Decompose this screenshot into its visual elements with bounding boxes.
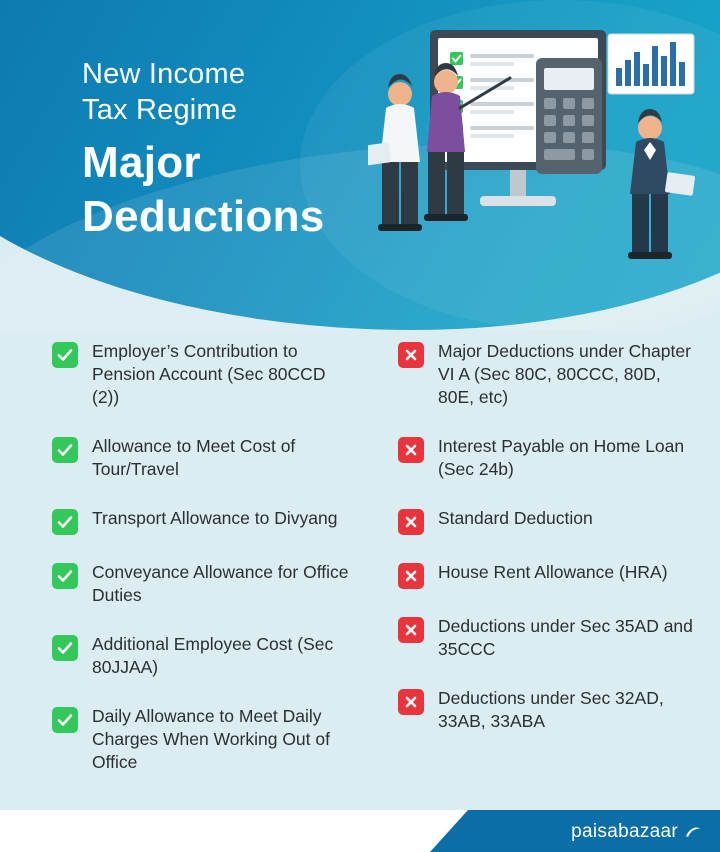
footer [0, 810, 720, 852]
brand-logo[interactable] [571, 821, 702, 843]
list-item [52, 340, 352, 409]
list-item [52, 633, 352, 679]
list-item-label: Conveyance Allowance for Office Duties [92, 562, 349, 605]
list-item-label: Transport Allowance to Divyang [92, 508, 338, 528]
title-deductions: Deductions [82, 192, 325, 241]
check-icon [52, 707, 78, 733]
list-item [398, 507, 698, 535]
list-item [398, 340, 698, 409]
list-item-label: Additional Employee Cost (Sec 80JJAA) [92, 634, 334, 677]
list-item [52, 705, 352, 774]
list-item-label: Allowance to Meet Cost of Tour/Travel [92, 436, 296, 479]
list-item-label: Major Deductions under Chapter VI A (Sec 80C, 80CCC, 80D, 80E, etc) [438, 341, 691, 407]
list-item-label: Deductions under Sec 35AD and 35CCC [438, 616, 693, 659]
list-item [52, 561, 352, 607]
allowed-deductions-column [52, 340, 352, 800]
deductions-body [0, 330, 720, 812]
title-major: Major [82, 138, 201, 187]
list-item [52, 435, 352, 481]
list-item-label: House Rent Allowance (HRA) [438, 562, 668, 582]
cross-icon [398, 617, 424, 643]
cross-icon [398, 437, 424, 463]
cross-icon [398, 689, 424, 715]
list-item [398, 615, 698, 661]
page-title [82, 56, 325, 244]
cross-icon [398, 342, 424, 368]
cross-icon [398, 563, 424, 589]
list-item-label: Deductions under Sec 32AD, 33AB, 33ABA [438, 688, 664, 731]
calculator-icon [536, 58, 602, 174]
list-item [398, 687, 698, 733]
check-icon [52, 635, 78, 661]
check-icon [52, 509, 78, 535]
list-item [52, 507, 352, 535]
chart-card-icon [608, 34, 694, 94]
cross-icon [398, 509, 424, 535]
brand-label: paisabazaar [571, 821, 678, 842]
list-item [398, 561, 698, 589]
title-line-2: Tax Regime [82, 94, 238, 126]
not-allowed-deductions-column [398, 340, 698, 759]
list-item-label: Employer’s Contribution to Pension Account (Sec 80CCD (2)) [92, 341, 326, 407]
person-businessman-icon [628, 109, 695, 259]
check-icon [52, 342, 78, 368]
list-item [398, 435, 698, 481]
list-item-label: Interest Payable on Home Loan (Sec 24b) [438, 436, 685, 479]
list-item-label: Standard Deduction [438, 508, 593, 528]
title-line-1: New Income [82, 58, 246, 90]
list-item-label: Daily Allowance to Meet Daily Charges When Working Out of Office [92, 706, 330, 772]
header [0, 0, 720, 330]
swirl-icon [684, 823, 702, 841]
check-icon [52, 563, 78, 589]
check-icon [52, 437, 78, 463]
person-presenter-icon [368, 74, 422, 231]
illustration-tax-team [368, 16, 708, 286]
